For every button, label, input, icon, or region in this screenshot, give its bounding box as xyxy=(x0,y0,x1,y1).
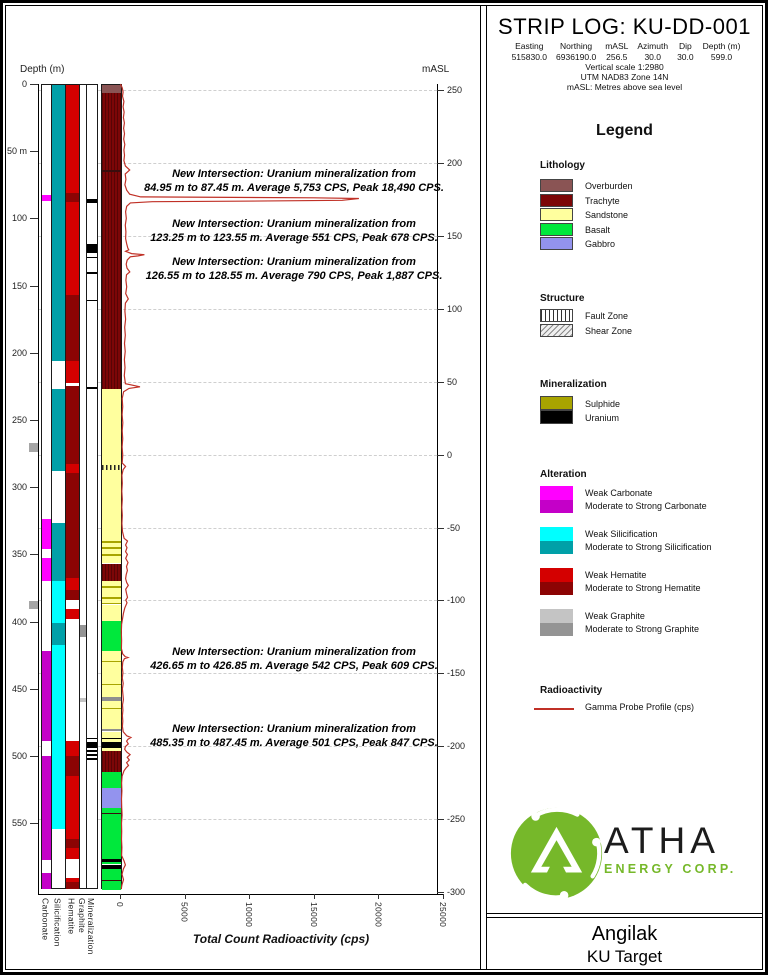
depth-axis-mark xyxy=(29,443,38,452)
masl-tick-label: -50 xyxy=(447,522,461,533)
interval xyxy=(87,272,97,274)
lith-sandstone xyxy=(102,556,121,563)
collar-info-masl: mASL 256.5 xyxy=(605,41,629,62)
masl-tick xyxy=(437,90,444,91)
depth-tick xyxy=(30,286,38,287)
lith-basalt xyxy=(102,869,121,880)
interval xyxy=(42,651,51,741)
depth-tick xyxy=(30,756,38,757)
masl-tick xyxy=(437,309,444,310)
legend-label-trachyte: Trachyte xyxy=(585,195,620,206)
interval xyxy=(66,361,79,384)
lith-basalt xyxy=(102,881,121,890)
legend-swatch-gabbro xyxy=(540,237,573,250)
lith-trachyte xyxy=(102,93,121,170)
collar-info-easting: Easting 515830.0 xyxy=(511,41,548,62)
depth-axis-mark xyxy=(29,601,38,609)
interval xyxy=(66,882,79,889)
interval xyxy=(66,202,79,295)
depth-tick xyxy=(30,84,38,85)
depth-tick-label: 500 xyxy=(11,751,27,761)
legend-gamma-line xyxy=(534,708,574,710)
interval xyxy=(87,742,97,748)
masl-tick xyxy=(437,528,444,529)
lith-overburden xyxy=(102,85,121,93)
legend-swatch-fault xyxy=(540,309,573,322)
legend-label-carbonate_weak: Weak Carbonate Moderate to Strong Carbonate xyxy=(585,488,707,511)
legend-swatch-shear xyxy=(540,324,573,337)
masl-tick-label: -100 xyxy=(447,595,466,606)
masl-tick-label: 50 xyxy=(447,376,458,387)
depth-tick xyxy=(30,420,38,421)
legend-swatch-trachyte xyxy=(540,194,573,207)
depth-tick-label: 200 xyxy=(11,347,27,358)
masl-tick-label: -150 xyxy=(447,668,466,679)
interval xyxy=(42,756,51,861)
intersection-annotation: New Intersection: Uranium mineralization from 123.25 m to 123.55 m. Average 551 CPS, Peak 678 CPS. xyxy=(150,218,438,244)
collar-info-northing: Northing 6936190.0 xyxy=(556,41,597,62)
interval xyxy=(87,300,97,301)
lith-sandstone xyxy=(102,470,121,541)
interval xyxy=(87,754,97,755)
interval xyxy=(52,645,65,829)
lith-sandstone xyxy=(102,701,121,708)
depth-tick xyxy=(30,487,38,488)
interval xyxy=(66,464,79,473)
interval xyxy=(66,473,79,578)
target-name: KU Target xyxy=(586,947,663,966)
interval xyxy=(42,873,51,889)
lith-sandstone xyxy=(102,588,121,597)
gamma-tick xyxy=(378,894,379,899)
legend-title: Legend xyxy=(596,122,653,139)
gamma-tick-label: 10000 xyxy=(244,902,255,928)
interval xyxy=(42,195,51,200)
masl-tick-label: -200 xyxy=(447,741,466,752)
masl-tick-label: 250 xyxy=(447,85,463,95)
lith-trachyte xyxy=(102,564,121,582)
panel-divider-inner xyxy=(486,5,487,969)
gamma-axis-title: Total Count Radioactivity (cps) xyxy=(192,932,370,946)
interval xyxy=(66,848,79,859)
column-lithology xyxy=(101,84,122,889)
gamma-tick-label: 5000 xyxy=(179,902,190,923)
masl-axis-line xyxy=(437,84,438,894)
legend-swatch-basalt xyxy=(540,223,573,236)
collar-info-azimuth: Azimuth 30.0 xyxy=(637,41,669,62)
gamma-tick-label: 25000 xyxy=(438,902,448,928)
depth-tick-label: 450 xyxy=(11,683,27,694)
depth-tick-label: 150 xyxy=(11,280,27,291)
column-label-graphite: Graphite xyxy=(77,898,87,934)
masl-tick-label: 0 xyxy=(447,449,453,460)
interval xyxy=(87,257,97,258)
atha-name: ATHA xyxy=(604,820,720,861)
log-title: STRIP LOG: KU-DD-001 xyxy=(498,14,751,39)
depth-tick xyxy=(30,218,38,219)
column-label-hematite: Hematite xyxy=(66,898,77,935)
legend-label-uranium: Uranium xyxy=(585,413,620,423)
lith-gabbro xyxy=(102,788,121,808)
depth-axis-line xyxy=(38,84,39,894)
legend-swatch-hematite_weak xyxy=(540,568,573,595)
interval xyxy=(87,750,97,751)
gamma-tick xyxy=(185,894,186,899)
intersection-annotation: New Intersection: Uranium mineralization from 485.35 m to 487.45 m. Average 501 CPS, Peak 847 CPS. xyxy=(150,723,438,749)
depth-tick-label: 400 xyxy=(11,616,27,627)
legend-swatch-carbonate_weak xyxy=(540,486,573,513)
legend-label-overburden: Overburden xyxy=(585,181,633,191)
interval xyxy=(66,839,79,848)
depth-tick-label: 100 xyxy=(11,213,27,224)
masl-tick-label: 150 xyxy=(447,230,463,241)
interval xyxy=(52,581,65,623)
column-label-silicification: Silicification xyxy=(52,898,63,947)
interval xyxy=(66,193,79,202)
interval xyxy=(66,609,79,618)
depth-axis-title: Depth (m) xyxy=(20,64,65,75)
interval xyxy=(52,389,65,471)
datum-note: UTM NAD83 Zone 14N xyxy=(580,72,669,82)
interval xyxy=(42,519,51,549)
gamma-tick xyxy=(314,894,315,899)
depth-tick xyxy=(30,689,38,690)
scale-note: Vertical scale 1:2980 xyxy=(585,62,664,72)
legend-label-fault: Fault Zone xyxy=(585,311,629,321)
masl-tick xyxy=(437,673,444,674)
intersection-annotation: New Intersection: Uranium mineralization from 426.65 m to 426.85 m. Average 542 CPS, Peak 609 CPS. xyxy=(150,646,438,672)
lith-sandstone xyxy=(102,651,121,661)
depth-tick-label: 0 xyxy=(21,79,27,89)
interval xyxy=(42,558,51,581)
depth-tick xyxy=(30,151,38,152)
interval xyxy=(87,387,97,389)
intersection-annotation: New Intersection: Uranium mineralization from 84.95 m to 87.45 m. Average 5,753 CPS, Peak 18,490 CPS. xyxy=(144,168,444,194)
legend-label-hematite_weak: Weak Hematite Moderate to Strong Hematite xyxy=(585,570,701,593)
interval xyxy=(87,758,97,759)
legend-label-sandstone: Sandstone xyxy=(585,210,629,221)
column-hematite xyxy=(65,84,80,889)
masl-tick xyxy=(437,819,444,820)
depth-tick xyxy=(30,554,38,555)
footer-divider-1 xyxy=(486,913,763,914)
legend-heading-radioactivity: Radioactivity xyxy=(540,685,603,696)
depth-tick xyxy=(30,823,38,824)
gamma-tick xyxy=(443,894,444,899)
legend-swatch-sandstone xyxy=(540,208,573,221)
legend-label-gamma: Gamma Probe Profile (cps) xyxy=(585,702,695,712)
legend-swatch-sulphide xyxy=(540,396,573,410)
gamma-tick-label: 20000 xyxy=(373,902,384,928)
legend-swatch-graphite_weak xyxy=(540,609,573,636)
interval xyxy=(87,738,97,739)
legend-heading-mineralization: Mineralization xyxy=(540,379,607,390)
interval xyxy=(52,85,65,361)
gamma-axis-line xyxy=(38,894,443,895)
depth-tick-label: 300 xyxy=(11,482,27,493)
column-label-mineralization: Mineralization xyxy=(86,898,96,955)
gamma-tick-label: 0 xyxy=(115,902,125,908)
masl-tick xyxy=(437,455,444,456)
lith-sandstone xyxy=(102,685,121,697)
depth-tick-label: 50 m xyxy=(6,146,27,157)
legend-label-shear: Shear Zone xyxy=(585,326,633,336)
legend-heading-structure: Structure xyxy=(540,293,585,304)
legend-label-silicification_weak: Weak Silicification Moderate to Strong Silicification xyxy=(585,529,712,552)
column-mineralization xyxy=(86,84,98,889)
depth-tick xyxy=(30,622,38,623)
lith-sandstone xyxy=(102,605,121,622)
interval xyxy=(66,741,79,756)
interval xyxy=(66,590,79,599)
interval xyxy=(66,756,79,776)
lith-trachyte xyxy=(102,172,121,389)
masl-note: mASL: Metres above sea level xyxy=(566,82,683,92)
legend-swatch-silicification_weak xyxy=(540,527,573,554)
lith-basalt xyxy=(102,772,121,788)
legend-label-sulphide: Sulphide xyxy=(585,399,621,409)
lith-sandstone xyxy=(102,389,121,466)
atha-wordmark xyxy=(604,822,760,876)
legend-swatch-uranium xyxy=(540,410,573,424)
atha-logo-icon xyxy=(509,806,604,901)
footer-divider-2 xyxy=(486,917,763,918)
lith-trachyte xyxy=(102,751,121,772)
masl-axis-title: mASL xyxy=(422,64,450,75)
masl-tick xyxy=(437,163,444,164)
project-name: Angilak xyxy=(591,923,658,945)
column-silicification xyxy=(51,84,66,889)
lith-sandstone xyxy=(102,709,121,729)
depth-tick-label: 350 xyxy=(11,549,27,560)
gamma-tick-label: 15000 xyxy=(308,902,319,928)
interval xyxy=(52,523,65,581)
interval xyxy=(66,295,79,361)
legend-heading-lithology: Lithology xyxy=(540,160,585,171)
intersection-annotation: New Intersection: Uranium mineralization from 126.55 m to 128.55 m. Average 790 CPS, Peak 1,887 CPS. xyxy=(145,256,443,282)
masl-tick-label: 100 xyxy=(447,303,463,314)
interval xyxy=(52,623,65,646)
legend-swatch-overburden xyxy=(540,179,573,192)
interval xyxy=(87,244,97,253)
depth-tick-label: 550 xyxy=(11,818,27,829)
lith-basalt xyxy=(102,814,121,859)
lith-uranium xyxy=(102,742,121,748)
collar-info-dip: Dip 30.0 xyxy=(677,41,694,62)
masl-tick xyxy=(437,892,444,893)
masl-tick-label: -300 xyxy=(447,887,466,897)
gamma-tick xyxy=(249,894,250,899)
masl-tick xyxy=(437,600,444,601)
collar-info-row xyxy=(492,41,760,62)
interval xyxy=(87,199,97,203)
masl-tick-label: 200 xyxy=(447,157,463,168)
interval xyxy=(66,386,79,464)
legend-label-graphite_weak: Weak Graphite Moderate to Strong Graphite xyxy=(585,611,700,634)
lith-sandstone xyxy=(102,662,121,684)
gamma-tick xyxy=(120,894,121,899)
masl-tick xyxy=(437,382,444,383)
atha-subtitle: ENERGY CORP. xyxy=(604,862,737,876)
lith-basalt xyxy=(102,621,121,651)
interval xyxy=(66,776,79,839)
depth-tick xyxy=(30,353,38,354)
legend-label-basalt: Basalt xyxy=(585,224,611,235)
masl-tick-label: -250 xyxy=(447,814,466,825)
legend-label-gabbro: Gabbro xyxy=(585,239,616,250)
interval xyxy=(66,578,79,590)
depth-tick-label: 250 xyxy=(11,415,27,425)
interval xyxy=(66,85,79,193)
column-label-carbonate: Carbonate xyxy=(40,898,51,941)
legend-heading-alteration: Alteration xyxy=(540,469,587,480)
collar-info-depthm: Depth (m) 599.0 xyxy=(702,41,741,62)
